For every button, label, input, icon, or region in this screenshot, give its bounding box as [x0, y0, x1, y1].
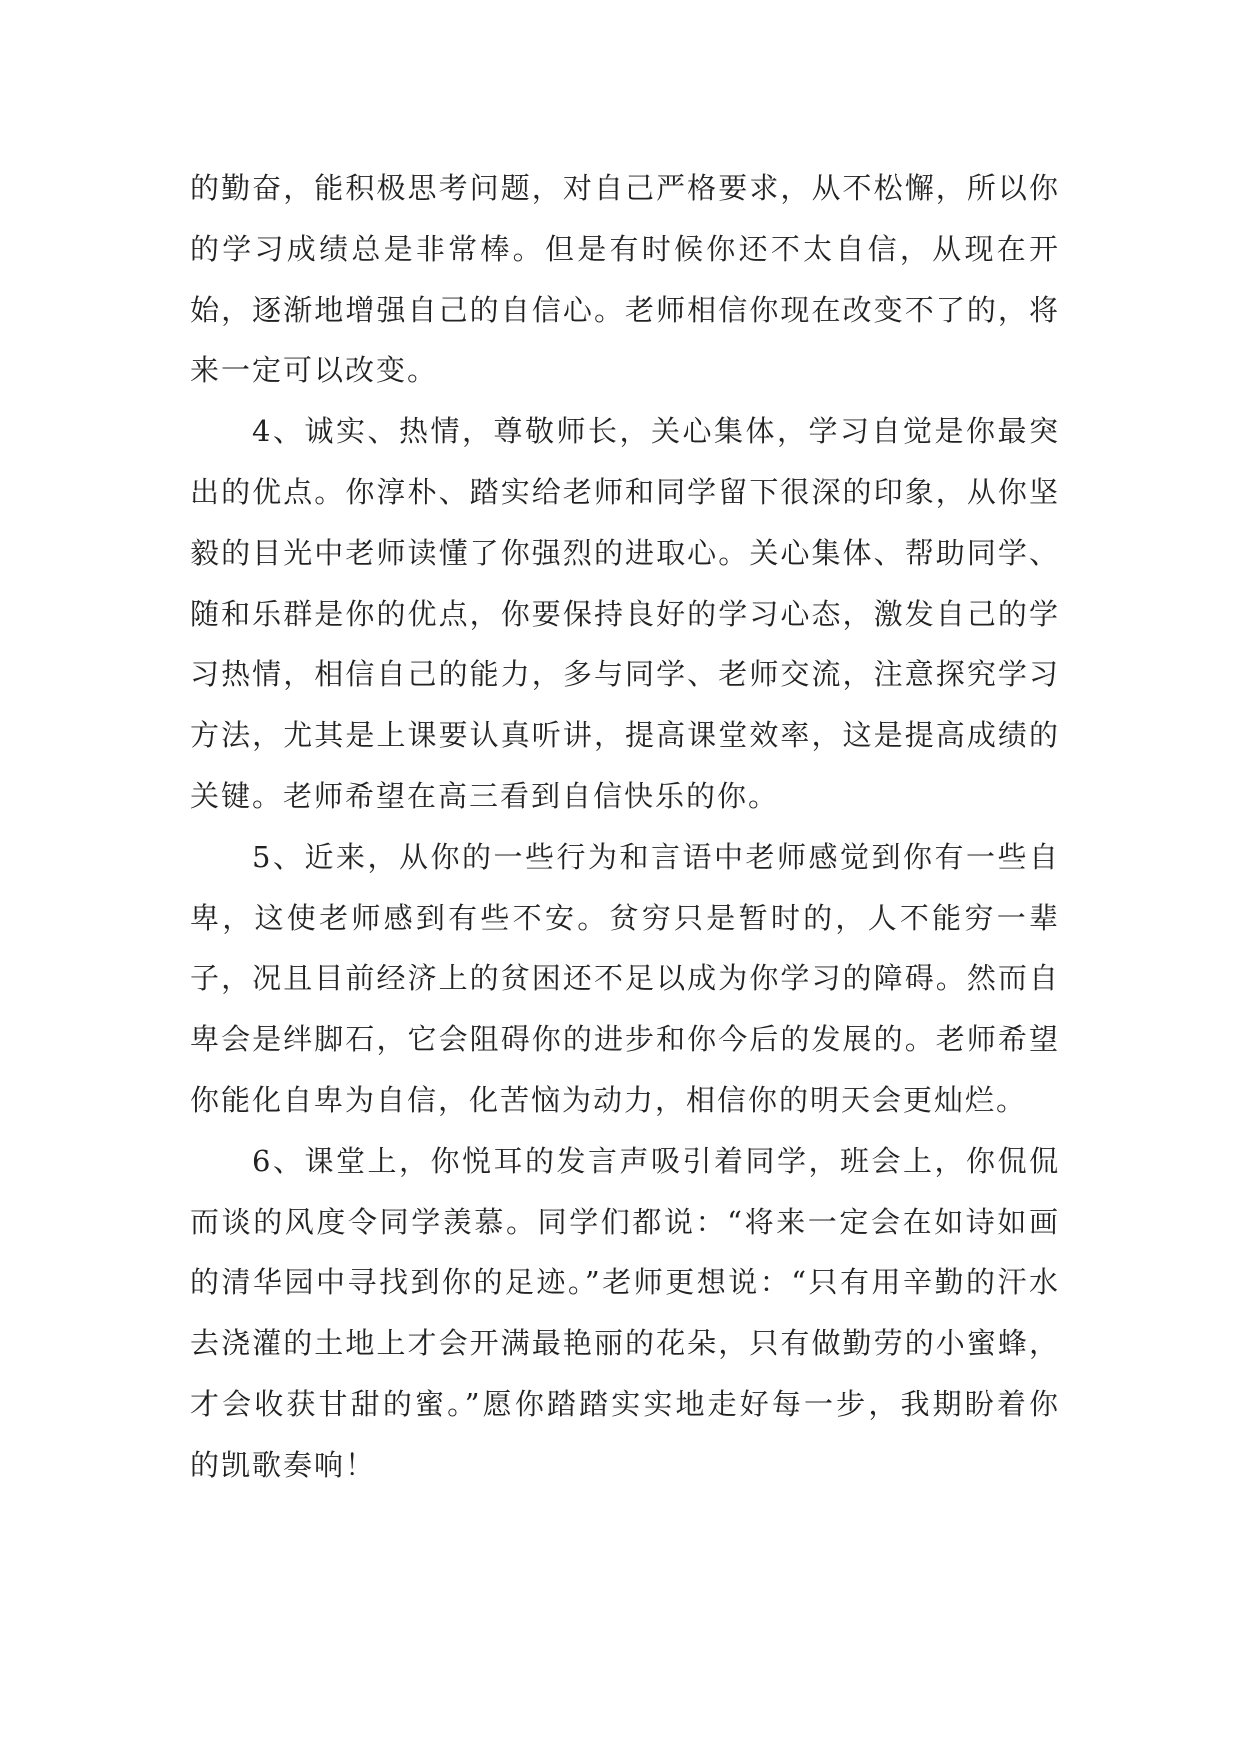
paragraph-continuation: 的勤奋，能积极思考问题，对自己严格要求，从不松懈，所以你的学习成绩总是非常棒。但是有时候你还不太自信，从现在开始，逐渐地增强自己的自信心。老师相信你现在改变不了的，将来一定可以改变。: [190, 171, 1060, 388]
paragraph-comment-6: 6、课堂上，你悦耳的发言声吸引着同学，班会上，你侃侃而谈的风度令同学羡慕。同学们都说：“将来一定会在如诗如画的清华园中寻找到你的足迹。”老师更想说：“只有用辛勤的汗水去浇灌的土地上才会开满最艳丽的花朵，只有做勤劳的小蜜蜂，才会收获甘甜的蜜。”愿你踏踏实实地走好每一步，我期盼着你的凯歌奏响！: [190, 1143, 1060, 1482]
paragraph-comment-4: 4、诚实、热情，尊敬师长，关心集体，学习自觉是你最突出的优点。你淳朴、踏实给老师和同学留下很深的印象，从你坚毅的目光中老师读懂了你强烈的进取心。关心集体、帮助同学、随和乐群是你的优点，你要保持良好的学习心态，激发自己的学习热情，相信自己的能力，多与同学、老师交流，注意探究学习方法，尤其是上课要认真听讲，提高课堂效率，这是提高成绩的关键。老师希望在高三看到自信快乐的你。: [190, 414, 1060, 813]
document-body: [190, 158, 1060, 1496]
paragraph-comment-5: 5、近来，从你的一些行为和言语中老师感觉到你有一些自卑，这使老师感到有些不安。贫穷只是暂时的，人不能穷一辈子，况且目前经济上的贫困还不足以成为你学习的障碍。然而自卑会是绊脚石，它会阻碍你的进步和你今后的发展的。老师希望你能化自卑为自信，化苦恼为动力，相信你的明天会更灿烂。: [190, 839, 1060, 1117]
